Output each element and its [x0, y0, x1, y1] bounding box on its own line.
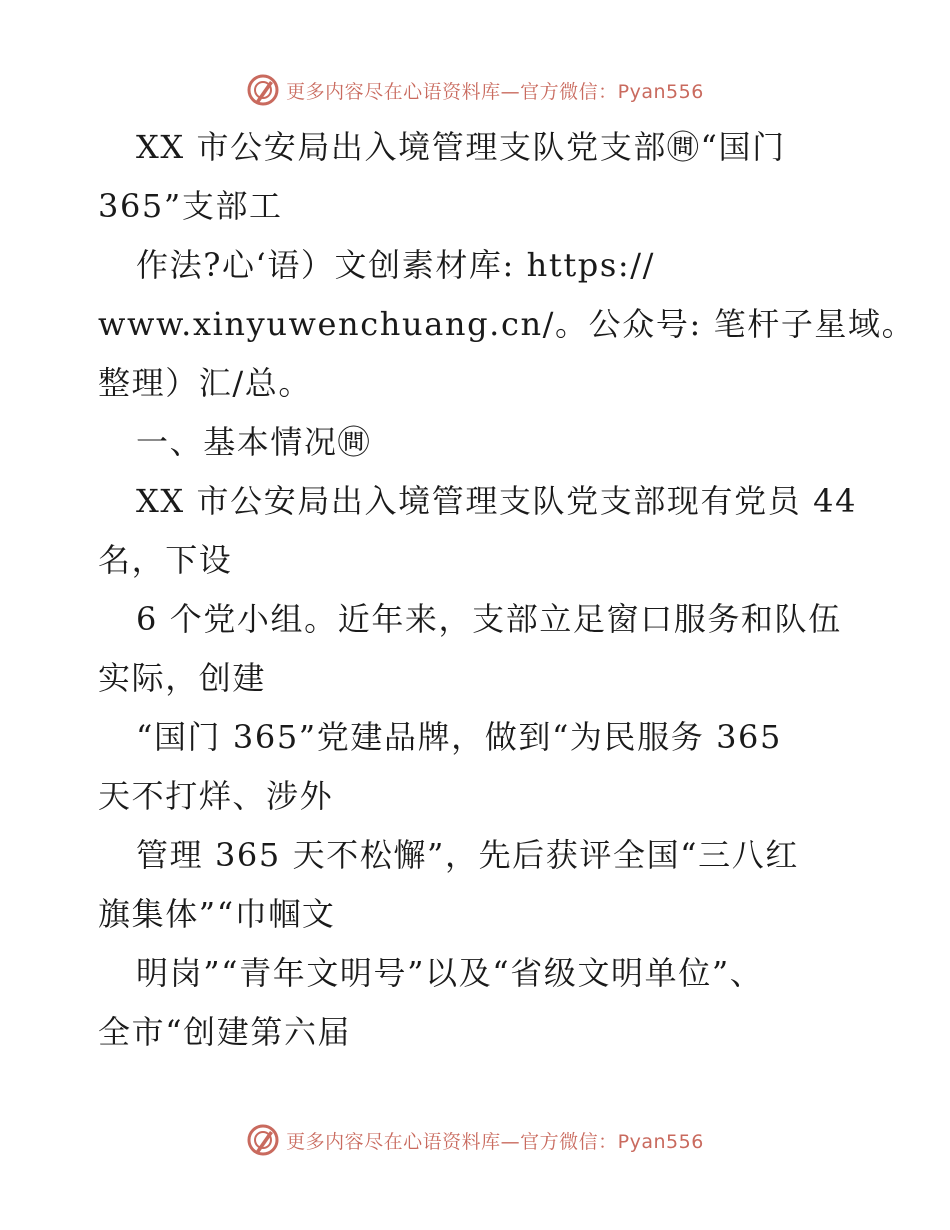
text-line: 明岗”“青年文明号”以及“省级文明单位”、 [136, 954, 764, 992]
text-line: “国门 365”党建品牌，做到“为民服务 365 [136, 718, 782, 756]
text-line: 天不打烊、涉外 [98, 777, 334, 815]
text-line: XX 市公安局出入境管理支队党支部现有党员 44 [136, 482, 858, 520]
text-line: 作法?心‘语）文创素材库: https:// [136, 246, 656, 284]
text-line: 管理 365 天不松懈”，先后获评全国“三八红 [136, 836, 799, 874]
text-line: 整理）汇/总。 [98, 364, 312, 402]
watermark-banner-bottom [0, 1120, 950, 1160]
text-line: 实际，创建 [98, 659, 267, 697]
text-line: XX 市公安局出入境管理支队党支部㉄“国门 [136, 128, 786, 166]
text-line: 365”支部工 [98, 187, 283, 225]
watermark-text: 更多内容尽在心语资料库—官方微信：Pyan556 [286, 1130, 704, 1153]
pen-logo-icon [246, 73, 280, 107]
watermark-banner-top [0, 70, 950, 110]
document-body [98, 118, 916, 1062]
watermark-text: 更多内容尽在心语资料库—官方微信：Pyan556 [286, 80, 704, 103]
text-line: 6 个党小组。近年来，支部立足窗口服务和队伍 [136, 600, 842, 638]
section-heading: 一、基本情况㉄ [136, 423, 372, 461]
text-line: www.xinyuwenchuang.cn/。公众号: 笔杆子星域。 [98, 305, 916, 343]
pen-logo-icon [246, 1123, 280, 1157]
text-line: 全市“创建第六届 [98, 1013, 352, 1051]
text-line: 旗集体”“巾帼文 [98, 895, 336, 933]
text-line: 名，下设 [98, 541, 233, 579]
